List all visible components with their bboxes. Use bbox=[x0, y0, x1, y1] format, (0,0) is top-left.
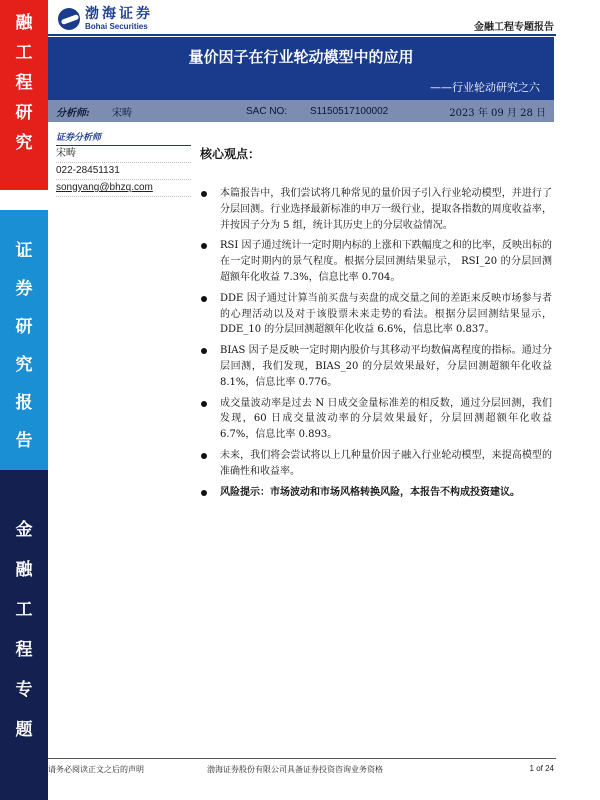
sidebar-gap bbox=[0, 190, 48, 210]
sac-label: SAC NO: bbox=[246, 105, 288, 117]
report-subtitle: ——行业轮动研究之六 bbox=[430, 81, 540, 94]
sidebar-char: 报 bbox=[15, 393, 33, 413]
sidebar-char: 题 bbox=[15, 720, 33, 740]
list-item bbox=[200, 238, 552, 285]
analyst-label: 分析师: bbox=[56, 107, 90, 119]
analyst-email-row bbox=[56, 180, 191, 197]
sidebar-char: 融 bbox=[15, 560, 33, 580]
list-item bbox=[200, 186, 552, 233]
point-text: 未来，我们将会尝试将以上几种量价因子融入行业轮动模型，来提高模型的准确性和收益率。 bbox=[220, 449, 552, 477]
analyst-contact-name: 宋畴 bbox=[56, 146, 191, 163]
sidebar-char: 工 bbox=[15, 600, 33, 620]
analyst-name: 宋畴 bbox=[112, 107, 132, 119]
company-logo bbox=[58, 6, 153, 31]
logo-name-cn: 渤海证券 bbox=[85, 6, 153, 22]
sidebar-char: 究 bbox=[15, 355, 33, 375]
logo-name-en: Bohai Securities bbox=[85, 22, 148, 31]
list-item bbox=[200, 291, 552, 338]
report-type-label: 金融工程专题报告 bbox=[474, 22, 554, 33]
footer-qualification: 渤海证券股份有限公司具备证券投资咨询业务资格 bbox=[207, 765, 383, 774]
sidebar-char: 告 bbox=[15, 431, 33, 451]
bullet-icon bbox=[201, 243, 207, 249]
point-text: RSI 因子通过统计一定时期内标的上涨和下跌幅度之和的比率，反映出标的在一定时期内的景气程度。根据分层回测结果显示， RSI_20 的分层回测超额年化收益 7.3%，信息比率 0.704。 bbox=[220, 240, 552, 283]
bullet-icon bbox=[201, 296, 207, 302]
list-item bbox=[200, 343, 552, 390]
logo-mark-icon bbox=[58, 8, 80, 30]
sidebar-char: 证 bbox=[15, 241, 33, 261]
analyst-contact-block bbox=[56, 130, 191, 197]
sidebar-char: 工 bbox=[15, 43, 33, 63]
footer-divider bbox=[48, 758, 556, 759]
bullet-icon bbox=[201, 453, 207, 459]
sidebar-char: 研 bbox=[15, 103, 33, 123]
point-text: BIAS 因子是反映一定时期内股价与其移动平均数偏离程度的指标。通过分层回测，我们发现，BIAS_20 的分层效果最好，分层回测超额年化收益 8.1%，信息比率 0.776。 bbox=[220, 345, 552, 388]
left-sidebar bbox=[0, 0, 48, 800]
sidebar-char: 研 bbox=[15, 317, 33, 337]
report-date: 2023 年 09 月 28 日 bbox=[449, 107, 546, 119]
sidebar-char: 程 bbox=[15, 73, 33, 93]
logo-text bbox=[85, 6, 153, 31]
sidebar-char: 券 bbox=[15, 279, 33, 299]
core-view-list bbox=[200, 186, 552, 505]
core-view-heading: 核心观点： bbox=[200, 147, 261, 161]
sidebar-char: 融 bbox=[15, 13, 33, 33]
bullet-icon bbox=[201, 490, 207, 496]
risk-warning-item bbox=[200, 485, 552, 501]
analyst-email-link[interactable]: songyang@bhzq.com bbox=[56, 182, 153, 193]
list-item bbox=[200, 448, 552, 480]
sidebar-char: 程 bbox=[15, 640, 33, 660]
bullet-icon bbox=[201, 401, 207, 407]
point-text: DDE 因子通过计算当前买盘与卖盘的成交量之间的差距来反映市场参与者的心理活动以及对于该股票未来走势的看法。根据分层回测结果显示， DDE_10 的分层回测超额年化收益 6.6%，信息比率 0.837。 bbox=[220, 292, 552, 336]
sidebar-navy-block bbox=[0, 470, 48, 800]
analyst-phone: 022-28451131 bbox=[56, 163, 191, 180]
sidebar-red-block bbox=[0, 0, 48, 190]
analyst-heading: 证券分析师 bbox=[56, 130, 191, 146]
point-text: 成交量波动率是过去 N 日成交金量标准差的相反数，通过分层回测，我们发现，60 日成交量波动率的分层效果最好，分层回测超额年化收益 6.7%，信息比率 0.893。 bbox=[220, 397, 552, 441]
sidebar-char: 专 bbox=[15, 680, 33, 700]
sac-number: S1150517100002 bbox=[310, 105, 389, 117]
bullet-icon bbox=[201, 348, 207, 354]
sidebar-char: 金 bbox=[15, 520, 33, 540]
report-title: 量价因子在行业轮动模型中的应用 bbox=[188, 48, 414, 66]
sidebar-char: 究 bbox=[15, 133, 33, 153]
header-divider bbox=[48, 34, 556, 36]
risk-warning-text: 风险提示：市场波动和市场风格转换风险，本报告不构成投资建议。 bbox=[220, 486, 520, 498]
page-number: 1 of 24 bbox=[529, 764, 554, 773]
analyst-info-bar bbox=[48, 100, 554, 122]
point-text: 本篇报告中，我们尝试将几种常见的量价因子引入行业轮动模型，并进行了分层回测。行业选择最新标准的申万一级行业，提取各指数的周度收益率，并按因子分为 5 组，统计其历史上的分层收益情况。 bbox=[220, 188, 552, 231]
sidebar-blue-block bbox=[0, 210, 48, 470]
footer-disclaimer: 请务必阅读正文之后的声明 bbox=[48, 765, 144, 774]
bullet-icon bbox=[201, 191, 207, 197]
list-item bbox=[200, 396, 552, 443]
